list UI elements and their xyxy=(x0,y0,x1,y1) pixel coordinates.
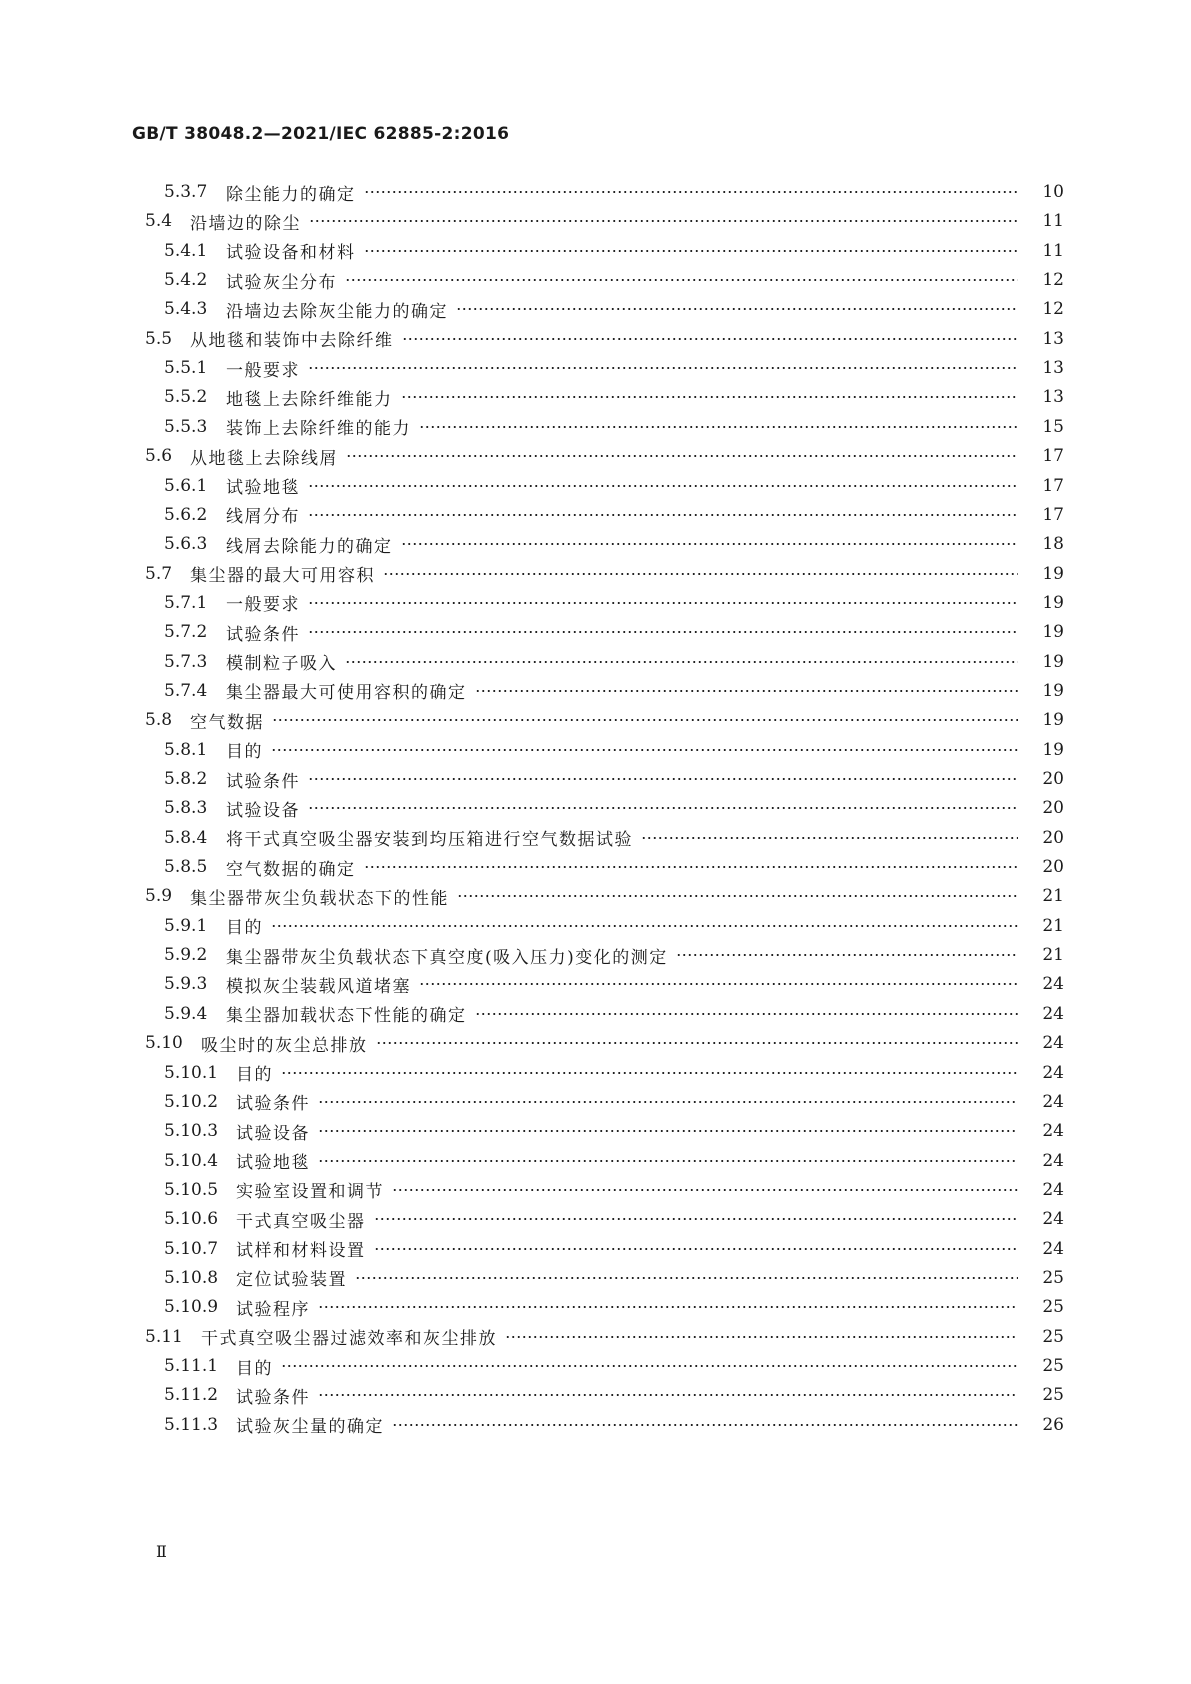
toc-entry-page: 12 xyxy=(1042,270,1064,291)
toc-entry-title: 吸尘时的灰尘总排放 xyxy=(201,1035,368,1056)
toc-entry-title: 试验程序 xyxy=(236,1299,310,1320)
toc-entry-number: 5.7.1 xyxy=(164,592,208,613)
toc-leader-dots xyxy=(364,865,1019,869)
toc-entry-page: 19 xyxy=(1042,622,1064,643)
toc-entry-number: 5.7.2 xyxy=(164,622,208,643)
toc-entry-title: 从地毯上去除线屑 xyxy=(190,448,338,469)
toc-entry-page: 12 xyxy=(1042,299,1064,320)
toc-entry-page: 20 xyxy=(1042,769,1064,789)
toc-entry-number: 5.8.5 xyxy=(164,857,208,878)
toc-entry-page: 24 xyxy=(1042,1121,1064,1142)
toc-entry-title: 一般要求 xyxy=(226,595,300,616)
toc-entry-number: 5.6.3 xyxy=(164,534,208,555)
toc-leader-dots xyxy=(281,1071,1018,1075)
toc-entry-number: 5.10.8 xyxy=(164,1267,219,1288)
toc-entry[interactable] xyxy=(0,1088,1191,1116)
toc-entry[interactable] xyxy=(0,736,1191,764)
toc-entry-page: 19 xyxy=(1042,680,1064,701)
toc-entry[interactable] xyxy=(0,1000,1191,1028)
toc-entry-number: 5.10.3 xyxy=(164,1121,219,1142)
toc-entry-title: 沿墙边的除尘 xyxy=(190,213,301,234)
toc-leader-dots xyxy=(355,1276,1018,1280)
toc-entry[interactable] xyxy=(0,941,1191,969)
toc-entry-title: 集尘器带灰尘负载状态下的性能 xyxy=(190,888,449,909)
toc-entry[interactable] xyxy=(0,1117,1191,1145)
toc-entry-title: 试验设备 xyxy=(236,1123,310,1144)
toc-entry-title: 目的 xyxy=(236,1065,273,1085)
toc-entry[interactable] xyxy=(0,530,1191,558)
toc-entry-page: 26 xyxy=(1042,1414,1064,1435)
toc-entry-title: 空气数据的确定 xyxy=(226,859,356,880)
toc-entry-page: 24 xyxy=(1042,1179,1064,1200)
toc-leader-dots xyxy=(392,1188,1018,1192)
toc-entry-title: 集尘器带灰尘负载状态下真空度(吸入压力)变化的测定 xyxy=(226,947,668,968)
toc-entry-page: 13 xyxy=(1042,387,1064,408)
toc-entry[interactable] xyxy=(0,1323,1191,1351)
toc-entry-number: 5.9.3 xyxy=(164,974,208,995)
toc-entry[interactable] xyxy=(0,794,1191,822)
toc-entry[interactable] xyxy=(0,501,1191,529)
toc-leader-dots xyxy=(318,1100,1018,1104)
toc-entry[interactable] xyxy=(0,266,1191,294)
toc-entry-number: 5.9.2 xyxy=(164,945,208,966)
toc-entry-page: 20 xyxy=(1042,857,1064,878)
toc-leader-dots xyxy=(318,1159,1018,1163)
toc-entry-number: 5.6 xyxy=(145,446,173,467)
toc-entry-title: 试验地毯 xyxy=(226,478,300,498)
toc-entry-page: 11 xyxy=(1042,211,1064,232)
toc-entry-number: 5.8.3 xyxy=(164,798,208,819)
toc-entry[interactable] xyxy=(0,1235,1191,1263)
toc-entry-page: 24 xyxy=(1042,1062,1064,1083)
toc-entry-page: 25 xyxy=(1042,1326,1064,1347)
toc-entry-title: 装饰上去除纤维的能力 xyxy=(226,419,411,440)
toc-entry[interactable] xyxy=(0,1176,1191,1204)
toc-entry-title: 将干式真空吸尘器安装到均压箱进行空气数据试验 xyxy=(226,830,633,851)
toc-leader-dots xyxy=(383,572,1018,576)
toc-entry-number: 5.7.3 xyxy=(164,651,208,672)
toc-entry-title: 沿墙边去除灰尘能力的确定 xyxy=(226,301,448,322)
toc-entry[interactable] xyxy=(0,824,1191,852)
toc-entry-title: 目的 xyxy=(226,918,263,939)
toc-leader-dots xyxy=(308,630,1018,634)
toc-entry-title: 目的 xyxy=(236,1358,273,1379)
toc-entry-page: 25 xyxy=(1042,1297,1064,1318)
toc-entry[interactable] xyxy=(0,1381,1191,1409)
toc-entry-number: 5.7.4 xyxy=(164,680,208,701)
toc-entry[interactable] xyxy=(0,207,1191,235)
toc-entry-title: 从地毯和装饰中去除纤维 xyxy=(190,331,394,352)
toc-entry-page: 25 xyxy=(1042,1385,1064,1406)
toc-entry-title: 地毯上去除纤维能力 xyxy=(226,389,393,410)
toc-entry[interactable] xyxy=(0,178,1191,206)
toc-leader-dots xyxy=(374,1217,1019,1221)
toc-entry-number: 5.4.3 xyxy=(164,299,208,320)
toc-entry[interactable] xyxy=(0,1029,1191,1057)
toc-entry-number: 5.3.7 xyxy=(164,182,208,202)
toc-entry-page: 15 xyxy=(1042,416,1064,437)
toc-entry-number: 5.8.2 xyxy=(164,769,208,789)
toc-entry-title: 试验设备和材料 xyxy=(226,243,356,264)
toc-leader-dots xyxy=(419,425,1018,429)
toc-entry-page: 13 xyxy=(1042,328,1064,349)
toc-leader-dots xyxy=(318,1393,1018,1397)
toc-leader-dots xyxy=(456,307,1018,311)
toc-entry[interactable] xyxy=(0,882,1191,910)
toc-entry-number: 5.10.1 xyxy=(164,1062,219,1083)
toc-entry-title: 试验条件 xyxy=(236,1094,310,1115)
toc-entry-title: 线屑分布 xyxy=(226,507,300,528)
toc-leader-dots xyxy=(676,953,1018,957)
toc-entry-title: 试样和材料设置 xyxy=(236,1241,366,1262)
toc-entry-title: 模制粒子吸入 xyxy=(226,654,337,675)
toc-entry-title: 实验室设置和调节 xyxy=(236,1182,384,1203)
toc-leader-dots xyxy=(308,484,1018,488)
toc-leader-dots xyxy=(308,806,1018,810)
toc-entry[interactable] xyxy=(0,472,1191,500)
toc-entry-page: 24 xyxy=(1042,1150,1064,1171)
toc-entry-title: 模拟灰尘装载风道堵塞 xyxy=(226,976,411,997)
toc-entry[interactable] xyxy=(0,618,1191,646)
toc-entry-title: 目的 xyxy=(226,742,263,763)
toc-entry-page: 25 xyxy=(1042,1356,1064,1376)
toc-entry[interactable] xyxy=(0,354,1191,382)
toc-entry[interactable] xyxy=(0,1059,1191,1087)
toc-entry[interactable] xyxy=(0,1293,1191,1321)
toc-entry-title: 集尘器的最大可用容积 xyxy=(190,566,375,587)
toc-entry-page: 21 xyxy=(1042,915,1064,936)
toc-entry-number: 5.4.2 xyxy=(164,270,208,291)
toc-entry-page: 19 xyxy=(1042,563,1064,584)
toc-entry-page: 10 xyxy=(1042,182,1064,202)
toc-entry-number: 5.10.9 xyxy=(164,1297,219,1318)
toc-entry-number: 5.4.1 xyxy=(164,240,208,261)
toc-entry-title: 定位试验装置 xyxy=(236,1270,347,1291)
toc-entry-number: 5.6.2 xyxy=(164,504,208,525)
toc-entry-page: 21 xyxy=(1042,886,1064,907)
toc-entry-page: 24 xyxy=(1042,1209,1064,1230)
toc-entry-page: 18 xyxy=(1042,534,1064,555)
standard-id-header: GB/T 38048.2—2021/IEC 62885-2:2016 xyxy=(132,124,510,144)
toc-leader-dots xyxy=(401,395,1019,399)
toc-leader-dots xyxy=(318,1305,1018,1309)
toc-entry-page: 24 xyxy=(1042,974,1064,995)
toc-entry-number: 5.10.2 xyxy=(164,1091,219,1112)
toc-leader-dots xyxy=(402,337,1019,341)
toc-entry-number: 5.5 xyxy=(145,328,173,349)
toc-entry-number: 5.10.6 xyxy=(164,1209,219,1230)
toc-entry-title: 试验条件 xyxy=(226,771,300,792)
toc-entry[interactable] xyxy=(0,560,1191,588)
toc-entry-title: 试验条件 xyxy=(226,624,300,645)
toc-entry-page: 24 xyxy=(1042,1003,1064,1024)
toc-entry-title: 线屑去除能力的确定 xyxy=(226,536,393,557)
toc-entry-page: 19 xyxy=(1042,710,1064,731)
toc-entry-title: 集尘器最大可使用容积的确定 xyxy=(226,683,467,704)
toc-entry[interactable] xyxy=(0,1264,1191,1292)
toc-entry-page: 19 xyxy=(1042,592,1064,613)
toc-leader-dots xyxy=(272,718,1018,722)
toc-entry-number: 5.5.2 xyxy=(164,387,208,408)
toc-entry-number: 5.7 xyxy=(145,563,173,584)
toc-entry[interactable] xyxy=(0,970,1191,998)
toc-entry-title: 除尘能力的确定 xyxy=(226,184,356,205)
toc-entry-page: 19 xyxy=(1042,651,1064,672)
toc-entry-number: 5.10.5 xyxy=(164,1179,219,1200)
toc-leader-dots xyxy=(457,894,1018,898)
toc-entry[interactable] xyxy=(0,325,1191,353)
toc-leader-dots xyxy=(271,924,1018,928)
toc-leader-dots xyxy=(308,513,1018,517)
toc-entry-page: 24 xyxy=(1042,1238,1064,1259)
toc-entry-number: 5.10 xyxy=(145,1033,183,1054)
toc-entry-page: 21 xyxy=(1042,945,1064,966)
toc-leader-dots xyxy=(475,1012,1019,1016)
toc-entry[interactable] xyxy=(0,912,1191,940)
toc-entry[interactable] xyxy=(0,589,1191,617)
page-number: Ⅱ xyxy=(156,1542,166,1561)
toc-leader-dots xyxy=(308,366,1018,370)
toc-entry-title: 空气数据 xyxy=(190,712,264,733)
toc-leader-dots xyxy=(345,660,1018,664)
toc-leader-dots xyxy=(308,601,1018,605)
toc-entry-title: 试验设备 xyxy=(226,800,300,821)
toc-leader-dots xyxy=(318,1129,1018,1133)
toc-leader-dots xyxy=(281,1364,1018,1368)
toc-leader-dots xyxy=(271,748,1018,752)
toc-entry-title: 集尘器加载状态下性能的确定 xyxy=(226,1006,467,1027)
toc-entry[interactable] xyxy=(0,765,1191,793)
toc-leader-dots xyxy=(309,219,1018,223)
toc-entry-number: 5.9.4 xyxy=(164,1003,208,1024)
toc-entry-title: 一般要求 xyxy=(226,360,300,381)
toc-entry[interactable] xyxy=(0,853,1191,881)
toc-entry-number: 5.8.1 xyxy=(164,739,208,760)
toc-leader-dots xyxy=(401,542,1019,546)
toc-leader-dots xyxy=(376,1041,1019,1045)
toc-entry-page: 13 xyxy=(1042,358,1064,379)
toc-leader-dots xyxy=(419,982,1018,986)
toc-leader-dots xyxy=(346,454,1018,458)
toc-entry-title: 试验地毯 xyxy=(236,1153,310,1174)
toc-entry-number: 5.8.4 xyxy=(164,827,208,848)
toc-entry-page: 20 xyxy=(1042,798,1064,819)
toc-entry-page: 17 xyxy=(1042,475,1064,496)
toc-leader-dots xyxy=(364,249,1019,253)
toc-entry-page: 20 xyxy=(1042,827,1064,848)
toc-entry[interactable] xyxy=(0,1352,1191,1380)
toc-entry[interactable] xyxy=(0,706,1191,734)
toc-entry-number: 5.11.2 xyxy=(164,1385,219,1406)
toc-entry-title: 试验灰尘分布 xyxy=(226,272,337,293)
toc-entry-number: 5.9 xyxy=(145,886,173,907)
toc-entry-number: 5.11.3 xyxy=(164,1414,219,1435)
toc-entry[interactable] xyxy=(0,1205,1191,1233)
toc-entry-number: 5.9.1 xyxy=(164,915,208,936)
toc-entry[interactable] xyxy=(0,295,1191,323)
toc-entry[interactable] xyxy=(0,677,1191,705)
toc-entry-number: 5.5.1 xyxy=(164,358,208,379)
toc-entry-number: 5.10.7 xyxy=(164,1238,219,1259)
toc-leader-dots xyxy=(308,777,1018,781)
toc-entry[interactable] xyxy=(0,237,1191,265)
toc-leader-dots xyxy=(641,836,1018,840)
toc-entry-page: 25 xyxy=(1042,1267,1064,1288)
toc-entry-page: 17 xyxy=(1042,446,1064,467)
toc-entry-page: 11 xyxy=(1042,240,1064,261)
toc-entry-number: 5.5.3 xyxy=(164,416,208,437)
toc-entry-page: 24 xyxy=(1042,1091,1064,1112)
toc-entry-number: 5.8 xyxy=(145,710,173,731)
toc-leader-dots xyxy=(475,689,1019,693)
toc-entry[interactable] xyxy=(0,413,1191,441)
toc-entry-number: 5.10.4 xyxy=(164,1150,219,1171)
toc-entry[interactable] xyxy=(0,648,1191,676)
toc-entry[interactable] xyxy=(0,1411,1191,1439)
toc-entry-page: 24 xyxy=(1042,1033,1064,1054)
toc-leader-dots xyxy=(392,1423,1018,1427)
toc-entry-title: 试验灰尘量的确定 xyxy=(236,1417,384,1438)
toc-leader-dots xyxy=(345,278,1018,282)
toc-entry-number: 5.11.1 xyxy=(164,1356,219,1376)
toc-entry-number: 5.6.1 xyxy=(164,475,208,496)
toc-entry-title: 干式真空吸尘器 xyxy=(236,1211,366,1232)
toc-entry-page: 19 xyxy=(1042,739,1064,760)
toc-entry[interactable] xyxy=(0,383,1191,411)
toc-entry-number: 5.11 xyxy=(145,1326,183,1347)
toc-leader-dots xyxy=(374,1247,1019,1251)
toc-entry[interactable] xyxy=(0,442,1191,470)
toc-entry[interactable] xyxy=(0,1147,1191,1175)
toc-entry-title: 试验条件 xyxy=(236,1387,310,1408)
toc-leader-dots xyxy=(505,1335,1018,1339)
toc-leader-dots xyxy=(364,190,1019,194)
toc-entry-page: 17 xyxy=(1042,504,1064,525)
toc-entry-number: 5.4 xyxy=(145,211,173,232)
toc-entry-title: 干式真空吸尘器过滤效率和灰尘排放 xyxy=(201,1329,497,1350)
